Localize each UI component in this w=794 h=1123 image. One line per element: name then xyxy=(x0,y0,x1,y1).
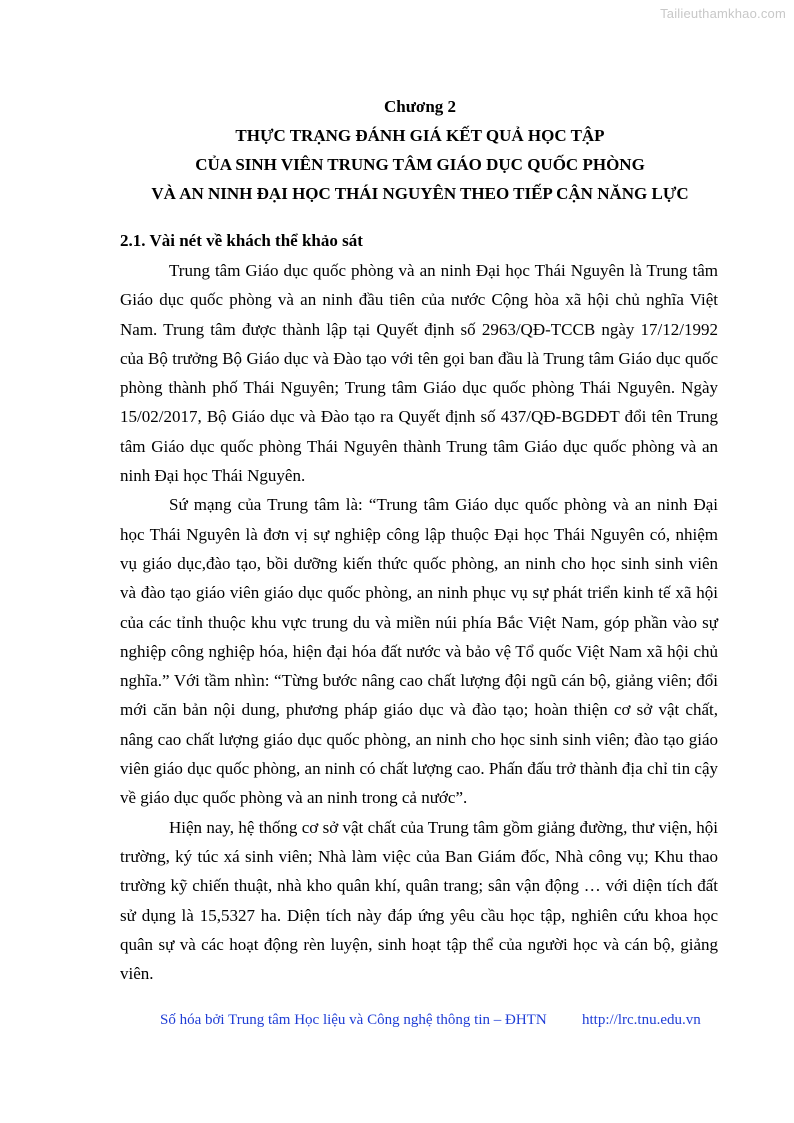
section-heading: 2.1. Vài nét về khách thể khảo sát xyxy=(120,231,363,250)
chapter-label: Chương 2 xyxy=(383,97,457,116)
paragraph-mission-vision: Sứ mạng của Trung tâm là: “Trung tâm Giáo dục quốc phòng và an ninh Đại học Thái Nguyên là đơn vị sự nghiệp công lập thuộc Đại học Thái Nguyên có, nhiệm vụ giáo dục,đào tạo, bồi dưỡng kiến thức quốc phòng, an ninh cho học sinh sinh viên và đào tạo giáo viên giáo dục quốc phòng, an ninh phục vụ sự phát triển kinh tế xã hội của các tỉnh thuộc khu vực trung du và miền núi phía Bắc Việt Nam, góp phần vào sự nghiệp công nghiệp hóa, hiện đại hóa đất nước và bảo vệ Tổ quốc Việt Nam xã hội chủ nghĩa.” Với tầm nhìn: “Từng bước nâng cao chất lượng đội ngũ cán bộ, giảng viên; đổi mới căn bản nội dung, phương pháp giáo dục và đào tạo; hoàn thiện cơ sở vật chất, nâng cao chất lượng giáo dục quốc phòng, an ninh cho học sinh sinh viên; đào tạo giáo viên giáo dục quốc phòng, an ninh có chất lượng cao. Phấn đấu trở thành địa chỉ tin cậy về giáo dục quốc phòng và an ninh trong cả nước”. xyxy=(120,495,718,808)
chapter-title-line-1: THỰC TRẠNG ĐÁNH GIÁ KẾT QUẢ HỌC TẬP xyxy=(235,126,605,145)
footer-url-link[interactable]: http://lrc.tnu.edu.vn xyxy=(582,1012,701,1028)
chapter-title-line-2: CỦA SINH VIÊN TRUNG TÂM GIÁO DỤC QUỐC PHÒNG xyxy=(195,155,645,174)
page-footer xyxy=(160,1012,700,1029)
document-body xyxy=(120,256,718,988)
paragraph-history: Trung tâm Giáo dục quốc phòng và an ninh Đại học Thái Nguyên là Trung tâm Giáo dục quốc phòng và an ninh đầu tiên của nước Cộng hòa xã hội chủ nghĩa Việt Nam. Trung tâm được thành lập tại Quyết định số 2963/QĐ-TCCB ngày 17/12/1992 của Bộ trưởng Bộ Giáo dục và Đào tạo với tên gọi ban đầu là Trung tâm Giáo dục quốc phòng thành phố Thái Nguyên; Trung tâm Giáo dục quốc phòng Thái Nguyên. Ngày 15/02/2017, Bộ Giáo dục và Đào tạo ra Quyết định số 437/QĐ-BGDĐT đổi tên Trung tâm Giáo dục quốc phòng Thái Nguyên thành Trung tâm Giáo dục quốc phòng và an ninh Đại học Thái Nguyên. xyxy=(120,261,718,486)
chapter-heading xyxy=(0,92,794,208)
paragraph-facilities: Hiện nay, hệ thống cơ sở vật chất của Trung tâm gồm giảng đường, thư viện, hội trường, ký túc xá sinh viên; Nhà làm việc của Ban Giám đốc, Nhà công vụ; Khu thao trường kỹ chiến thuật, nhà kho quân khí, quân trang; sân vận động … với diện tích đất sử dụng là 15,5327 ha. Diện tích này đáp ứng yêu cầu học tập, nghiên cứu khoa học quân sự và các hoạt động rèn luyện, sinh hoạt tập thể của người học và cán bộ, giảng viên. xyxy=(120,817,718,984)
chapter-title-line-3: VÀ AN NINH ĐẠI HỌC THÁI NGUYÊN THEO TIẾP CẬN NĂNG LỰC xyxy=(151,184,689,203)
watermark-text: Tailieuthamkhao.com xyxy=(660,6,786,21)
footer-credit: Số hóa bởi Trung tâm Học liệu và Công nghệ thông tin – ĐHTN xyxy=(160,1012,547,1028)
